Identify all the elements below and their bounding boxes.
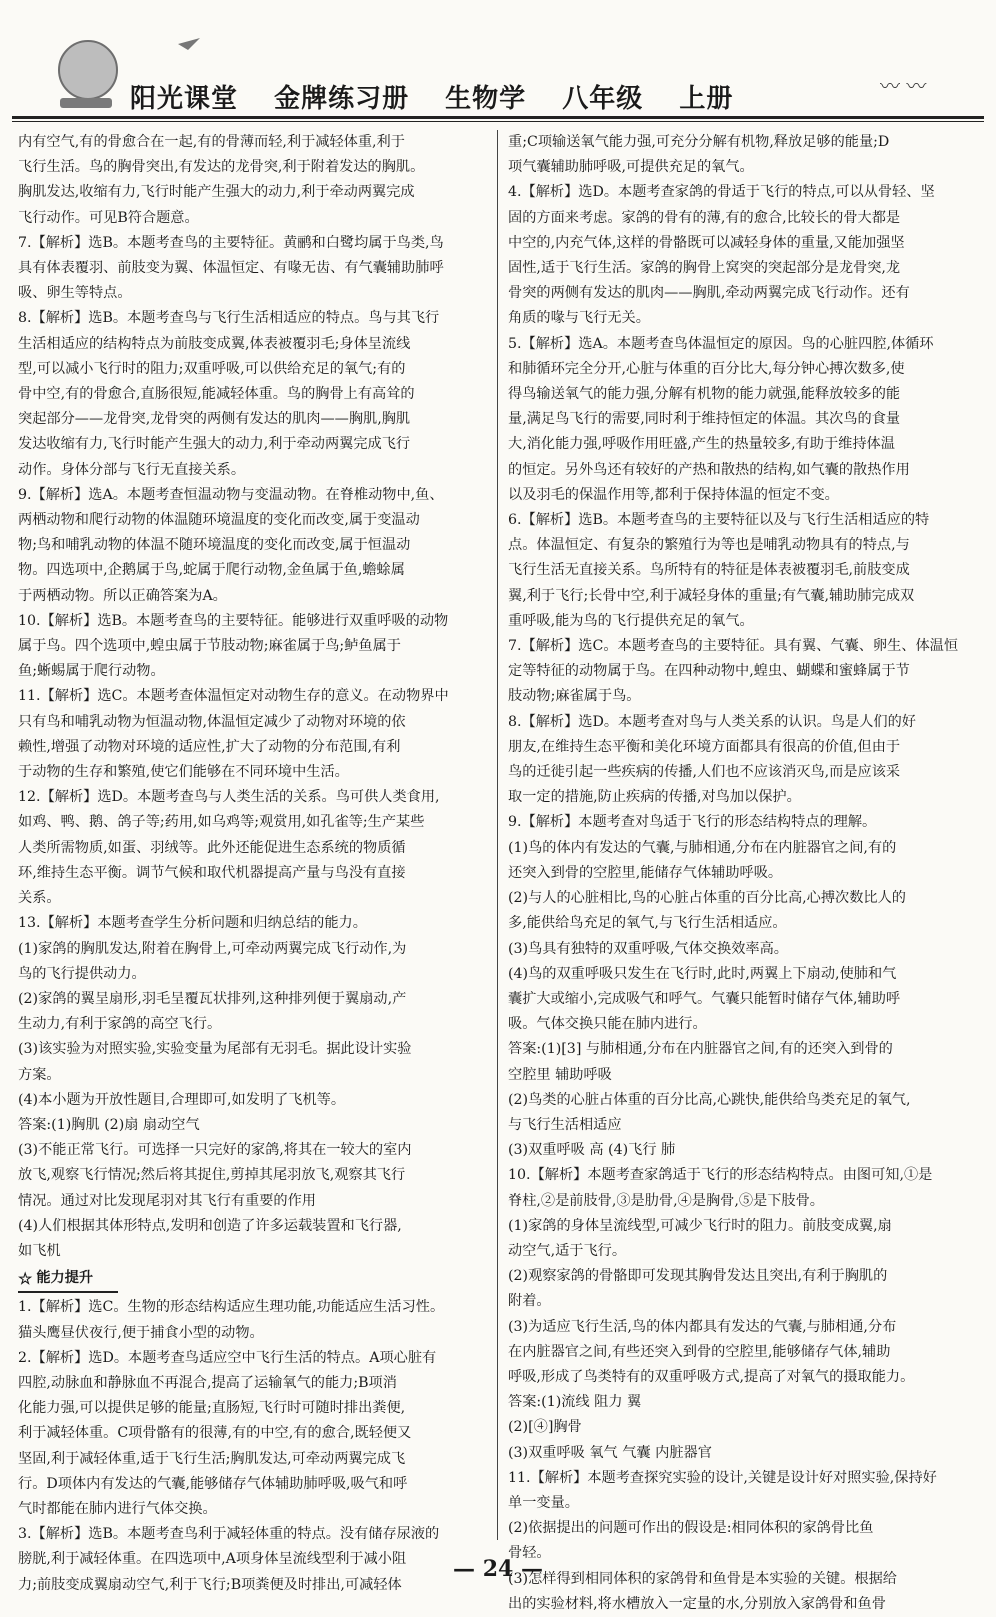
text-line: (1)家鸽的胸肌发达,附着在胸骨上,可牵动两翼完成飞行动作,为 xyxy=(18,940,407,957)
left-column xyxy=(18,130,486,1598)
text-line: 9.【解析】选A。本题考查恒温动物与变温动物。在脊椎动物中,鱼、 xyxy=(18,486,444,503)
text-line: 1.【解析】选C。生物的形态结构适应生理功能,功能适应生活习性。 xyxy=(18,1299,445,1316)
text-line: 单一变量。 xyxy=(508,1494,579,1511)
text-line: (4)本小题为开放性题目,合理即可,如发明了飞机等。 xyxy=(18,1091,346,1108)
text-line: 空腔里 辅助呼吸 xyxy=(508,1066,612,1083)
text-line: 10.【解析】本题考查家鸽适于飞行的形态结构特点。由图可知,①是 xyxy=(508,1167,933,1184)
text-line: (3)不能正常飞行。可选择一只完好的家鸽,将其在一较大的室内 xyxy=(18,1142,412,1159)
text-line: 属于鸟。四个选项中,蝗虫属于节肢动物;麻雀属于鸟;鲈鱼属于 xyxy=(18,638,401,655)
text-line: 如鸡、鸭、鹅、鸽子等;药用,如乌鸡等;观赏用,如孔雀等;生产某些 xyxy=(18,814,425,831)
book-name: 金牌练习册 xyxy=(274,84,410,114)
section-heading xyxy=(18,1266,118,1293)
text-line: 环,维持生态平衡。调节气候和取代机器提高产量与鸟没有直接 xyxy=(18,864,406,881)
text-line: (2)观察家鸽的骨骼即可发现其胸骨发达且突出,有利于胸肌的 xyxy=(508,1268,888,1285)
text-line: 和肺循环完全分开,心脏与体重的百分比大,每分钟心搏次数多,使 xyxy=(508,360,905,377)
text-line: 飞行动作。可见B符合题意。 xyxy=(18,209,199,226)
text-line: 胸肌发达,收缩有力,飞行时能产生强大的动力,利于牵动两翼完成 xyxy=(18,184,415,201)
right-column xyxy=(508,130,976,1617)
text-line: 赖性,增强了动物对环境的适应性,扩大了动物的分布范围,有利 xyxy=(18,738,401,755)
text-line: 在内脏器官之间,有些还突入到骨的空腔里,能够储存气体,辅助 xyxy=(508,1343,891,1360)
text-line: (2)家鸽的翼呈扇形,羽毛呈覆瓦状排列,这种排列便于翼扇动,产 xyxy=(18,990,407,1007)
header-rule-thin xyxy=(12,121,984,122)
text-line: (3)双重呼吸 高 (4)飞行 肺 xyxy=(508,1142,676,1159)
page-number: — 24 — xyxy=(453,1556,543,1582)
text-line: 6.【解析】选B。本题考查鸟的主要特征以及与飞行生活相适应的特 xyxy=(508,512,930,529)
text-line: 两栖动物和爬行动物的体温随环境温度的变化而改变,属于变温动 xyxy=(18,512,420,529)
text-line: (4)鸟的双重呼吸只发生在飞行时,此时,两翼上下扇动,使肺和气 xyxy=(508,965,897,982)
text-line: 与飞行生活相适应 xyxy=(508,1116,622,1133)
globe-stand-decoration xyxy=(60,98,112,108)
volume-name: 上册 xyxy=(679,84,734,114)
text-line: 肢动物;麻雀属于鸟。 xyxy=(508,688,641,705)
text-line: 鱼;蜥蜴属于爬行动物。 xyxy=(18,663,165,680)
text-line: 13.【解析】本题考查学生分析问题和归纳总结的能力。 xyxy=(18,915,367,932)
text-line: 物。四选项中,企鹅属于鸟,蛇属于爬行动物,金鱼属于鱼,蟾蜍属 xyxy=(18,562,405,579)
text-line: 朋友,在维持生态平衡和美化环境方面都具有很高的价值,但由于 xyxy=(508,738,901,755)
text-line: 2.【解析】选D。本题考查鸟适应空中飞行生活的特点。A项心脏有 xyxy=(18,1349,437,1366)
text-line: 4.【解析】选D。本题考查家鸽的骨适于飞行的特点,可以从骨轻、坚 xyxy=(508,184,935,201)
text-line: 翼,利于飞行;长骨中空,利于减轻身体的重量;有气囊,辅助肺完成双 xyxy=(508,587,915,604)
text-line: 点。体温恒定、有复杂的繁殖行为等也是哺乳动物具有的特点,与 xyxy=(508,537,910,554)
text-line: 7.【解析】选B。本题考查鸟的主要特征。黄鹂和白鹭均属于鸟类,鸟 xyxy=(18,234,444,251)
text-line: 呼吸,形成了鸟类特有的双重呼吸方式,提高了对氧气的摄取能力。 xyxy=(508,1368,915,1385)
text-line: 项气囊辅助肺呼吸,可提供充足的氧气。 xyxy=(508,159,754,176)
text-line: 骨轻。 xyxy=(508,1545,551,1562)
text-line: 11.【解析】选C。本题考查体温恒定对动物生存的意义。在动物界中 xyxy=(18,688,449,705)
text-line: 重呼吸,能为鸟的飞行提供充足的氧气。 xyxy=(508,612,754,629)
text-line: 囊扩大或缩小,完成吸气和呼气。气囊只能暂时储存气体,辅助呼 xyxy=(508,990,901,1007)
text-line: 还突入到骨的空腔里,能储存气体辅助呼吸。 xyxy=(508,864,783,881)
text-line: 行。D项体内有发达的气囊,能够储存气体辅助肺呼吸,吸气和呼 xyxy=(18,1475,408,1492)
text-line: 发达收缩有力,飞行时能产生强大的动力,利于牵动两翼完成飞行 xyxy=(18,436,411,453)
globe-icon xyxy=(58,40,118,100)
text-line: 量,满足鸟飞行的需要,同时利于维持恒定的体温。其次鸟的食量 xyxy=(508,411,901,428)
text-line: 8.【解析】选D。本题考查对鸟与人类关系的认识。鸟是人们的好 xyxy=(508,713,916,730)
text-line: 飞行生活无直接关系。鸟所特有的特征是体表被覆羽毛,前肢变成 xyxy=(508,562,910,579)
text-line: 骨突的两侧有发达的肌肉——胸肌,牵动两翼完成飞行动作。还有 xyxy=(508,285,910,302)
text-line: 力;前肢变成翼扇动空气,利于飞行;B项粪便及时排出,可减轻体 xyxy=(18,1576,402,1593)
birds-icon: 〰 〰 xyxy=(880,74,927,98)
text-line: (1)鸟的体内有发达的气囊,与肺相通,分布在内脏器官之间,有的 xyxy=(508,839,897,856)
text-line: 飞行生活。鸟的胸骨突出,有发达的龙骨突,利于附着发达的胸肌。 xyxy=(18,159,425,176)
text-line: (1)家鸽的身体呈流线型,可减少飞行时的阻力。前肢变成翼,扇 xyxy=(508,1217,892,1234)
text-line: 关系。 xyxy=(18,890,61,907)
text-line: 如飞机 xyxy=(18,1242,61,1259)
text-line: 10.【解析】选B。本题考查鸟的主要特征。能够进行双重呼吸的动物 xyxy=(18,612,449,629)
text-line: 定等特征的动物属于鸟。在四种动物中,蝗虫、蝴蝶和蜜蜂属于节 xyxy=(508,663,910,680)
text-line: 鸟的飞行提供动力。 xyxy=(18,965,146,982)
text-line: 8.【解析】选B。本题考查鸟与飞行生活相适应的特点。鸟与其飞行 xyxy=(18,310,440,327)
text-line: 7.【解析】选C。本题考查鸟的主要特征。具有翼、气囊、卵生、体温恒 xyxy=(508,638,959,655)
text-line: 于两栖动物。所以正确答案为A。 xyxy=(18,587,227,604)
text-line: 得鸟输送氧气的能力强,分解有机物的能力就强,能释放较多的能 xyxy=(508,386,901,403)
text-line: 答案:(1)流线 阻力 翼 xyxy=(508,1394,642,1411)
grade-name: 八年级 xyxy=(562,84,644,114)
text-line: 角质的喙与飞行无关。 xyxy=(508,310,650,327)
text-line: 生动力,有利于家鸽的高空飞行。 xyxy=(18,1016,222,1033)
text-line: 骨中空,有的骨愈合,直肠很短,能减轻体重。鸟的胸骨上有高耸的 xyxy=(18,386,415,403)
text-line: 方案。 xyxy=(18,1066,61,1083)
text-line: (4)人们根据其体形特点,发明和创造了许多运载装置和飞行器, xyxy=(18,1217,402,1234)
text-line: 生活相适应的结构特点为前肢变成翼,体表被覆羽毛;身体呈流线 xyxy=(18,335,411,352)
page-header xyxy=(0,0,996,120)
text-line: 答案:(1)胸肌 (2)扇 扇动空气 xyxy=(18,1116,200,1133)
text-line: (2)鸟类的心脏占体重的百分比高,心跳快,能供给鸟类充足的氧气, xyxy=(508,1091,911,1108)
text-line: 于动物的生存和繁殖,使它们能够在不同环境中生活。 xyxy=(18,764,349,781)
text-line: (3)鸟具有独特的双重呼吸,气体交换效率高。 xyxy=(508,940,788,957)
section-title: 能力提升 xyxy=(36,1270,94,1287)
text-line: (3)怎样得到相同体积的家鸽骨和鱼骨是本实验的关键。根据给 xyxy=(508,1570,897,1587)
text-line: 的恒定。另外鸟还有较好的产热和散热的结构,如气囊的散热作用 xyxy=(508,461,910,478)
text-line: 固的方面来考虑。家鸽的骨有的薄,有的愈合,比较长的骨大都是 xyxy=(508,209,901,226)
text-line: 吸。气体交换只能在肺内进行。 xyxy=(508,1016,707,1033)
text-line: 内有空气,有的骨愈合在一起,有的骨薄而轻,利于减轻体重,利于 xyxy=(18,134,405,150)
text-line: 只有鸟和哺乳动物为恒温动物,体温恒定减少了动物对环境的依 xyxy=(18,713,406,730)
text-line: 情况。通过对比发现尾羽对其飞行有重要的作用 xyxy=(18,1192,316,1209)
text-line: 附着。 xyxy=(508,1293,551,1310)
star-icon: ☆ xyxy=(18,1269,33,1289)
text-line: 答案:(1)[3] 与肺相通,分布在内脏器官之间,有的还突入到骨的 xyxy=(508,1041,893,1058)
text-line: (2)依据提出的问题可作出的假设是:相同体积的家鸽骨比鱼 xyxy=(508,1520,874,1537)
text-line: 脊柱,②是前肢骨,③是肋骨,④是胸骨,⑤是下肢骨。 xyxy=(508,1192,824,1209)
text-line: 重;C项输送氧气能力强,可充分分解有机物,释放足够的能量;D xyxy=(508,134,890,150)
text-line: (3)该实验为对照实验,实验变量为尾部有无羽毛。据此设计实验 xyxy=(18,1041,412,1058)
text-line: 突起部分——龙骨突,龙骨突的两侧有发达的肌肉——胸肌,胸肌 xyxy=(18,411,411,428)
text-line: 大,消化能力强,呼吸作用旺盛,产生的热量较多,有助于维持体温 xyxy=(508,436,895,453)
header-title xyxy=(130,78,759,115)
header-rule xyxy=(12,116,984,119)
text-line: 具有体表覆羽、前肢变为翼、体温恒定、有喙无齿、有气囊辅助肺呼 xyxy=(18,260,444,277)
text-line: 3.【解析】选B。本题考查鸟利于减轻体重的特点。没有储存尿液的 xyxy=(18,1526,440,1543)
text-line: 吸、卵生等特点。 xyxy=(18,285,132,302)
text-line: 型,可以减小飞行时的阻力;双重呼吸,可以供给充足的氧气;有的 xyxy=(18,360,406,377)
text-line: (2)与人的心脏相比,鸟的心脏占体重的百分比高,心搏次数比人的 xyxy=(508,890,906,907)
column-divider xyxy=(497,130,498,1540)
text-line: 物;鸟和哺乳动物的体温不随环境温度的变化而改变,属于恒温动 xyxy=(18,537,411,554)
text-line: 人类所需物质,如蛋、羽绒等。此外还能促进生态系统的物质循 xyxy=(18,839,406,856)
text-line: 动作。身体分部与飞行无直接关系。 xyxy=(18,461,246,478)
text-line: 出的实验材料,将水槽放入一定量的水,分别放入家鸽骨和鱼骨 xyxy=(508,1595,886,1612)
text-line: (3)为适应飞行生活,鸟的体内都具有发达的气囊,与肺相通,分布 xyxy=(508,1318,897,1335)
text-line: 放飞,观察飞行情况;然后将其捉住,剪掉其尾羽放飞,观察其飞行 xyxy=(18,1167,406,1184)
text-line: 气时都能在肺内进行气体交换。 xyxy=(18,1500,217,1517)
paper-plane-icon xyxy=(178,38,200,50)
text-line: 中空的,内充气体,这样的骨骼既可以减轻身体的重量,又能加强坚 xyxy=(508,234,905,251)
text-line: 动空气,适于飞行。 xyxy=(508,1242,627,1259)
text-line: 取一定的措施,防止疾病的传播,对鸟加以保护。 xyxy=(508,789,801,806)
text-line: 9.【解析】本题考查对鸟适于飞行的形态结构特点的理解。 xyxy=(508,814,877,831)
text-line: 利于减轻体重。C项骨骼有的很薄,有的中空,有的愈合,既轻便又 xyxy=(18,1425,412,1442)
text-line: 化能力强,可以提供足够的能量;直肠短,飞行时可随时排出粪便, xyxy=(18,1400,406,1417)
text-line: (3)双重呼吸 氧气 气囊 内脏器官 xyxy=(508,1444,712,1461)
text-line: 5.【解析】选A。本题考查鸟体温恒定的原因。鸟的心脏四腔,体循环 xyxy=(508,335,934,352)
text-line: 固性,适于飞行生活。家鸽的胸骨上窝突的突起部分是龙骨突,龙 xyxy=(508,260,901,277)
text-line: 鸟的迁徙引起一些疾病的传播,人们也不应该消灭鸟,而是应该采 xyxy=(508,764,901,781)
text-line: 以及羽毛的保温作用等,都利于保持体温的恒定不变。 xyxy=(508,486,839,503)
text-line: 坚固,利于减轻体重,适于飞行生活;胸肌发达,可牵动两翼完成飞 xyxy=(18,1450,406,1467)
series-name: 阳光课堂 xyxy=(130,84,239,114)
subject-name: 生物学 xyxy=(445,84,527,114)
text-line: 猫头鹰昼伏夜行,便于捕食小型的动物。 xyxy=(18,1324,264,1341)
text-line: (2)[④]胸骨 xyxy=(508,1419,582,1436)
text-line: 12.【解析】选D。本题考查鸟与人类生活的关系。鸟可供人类食用, xyxy=(18,789,440,806)
text-line: 多,能供给鸟充足的氧气,与飞行生活相适应。 xyxy=(508,915,787,932)
text-line: 四腔,动脉血和静脉血不再混合,提高了运输氧气的能力;B项消 xyxy=(18,1374,397,1391)
text-line: 膀胱,利于减轻体重。在四选项中,A项身体呈流线型利于减小阻 xyxy=(18,1551,407,1568)
text-line: 11.【解析】本题考查探究实验的设计,关键是设计好对照实验,保持好 xyxy=(508,1469,937,1486)
